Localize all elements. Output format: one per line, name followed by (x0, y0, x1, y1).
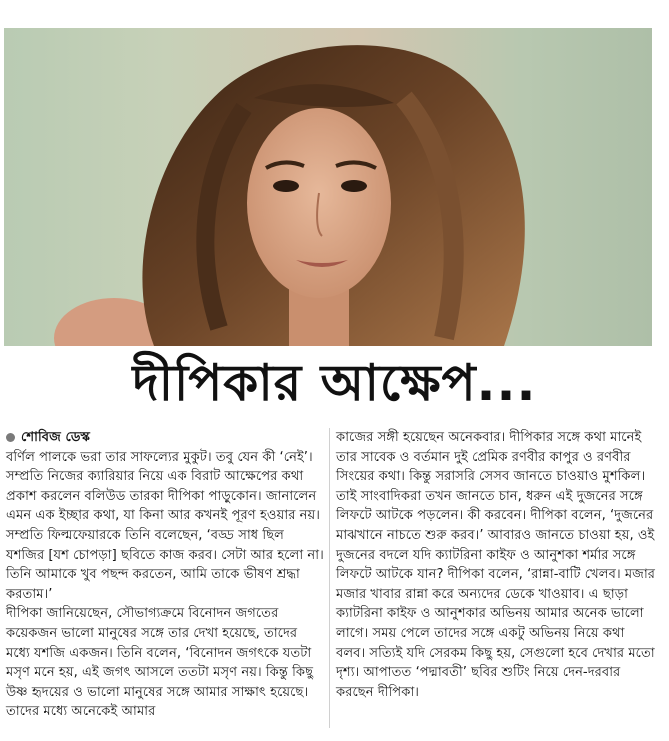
face-shape (247, 108, 391, 298)
column-divider (329, 428, 330, 728)
article-photo (4, 28, 652, 346)
paragraph: দীপিকা জানিয়েছেন, সৌভাগ্যক্রমে বিনোদন জগতের কয়েকজন ভালো মানুষের সঙ্গে তার দেখা হয়েছে, তাদের মধ্যে যশজি একজন। তিনি বলেন, ‘বিনোদন জগৎকে যতটা মসৃণ মনে হয়, এই জগৎ আসলে ততটা মসৃণ নয়। কিন্তু কিছু উষ্ণ হৃদয়ের ও ভালো মানুষের সঙ্গে আমার সাক্ষাৎ হয়েছে। তাদের মধ্যে অনেকেই আমার (6, 606, 314, 720)
right-eye (341, 180, 367, 192)
left-eye (273, 180, 299, 192)
paragraph: কাজের সঙ্গী হয়েছেন অনেকবার। দীপিকার সঙ্গে কথা মানেই তার সাবেক ও বর্তমান দুই প্রেমিক রণবীর কাপুর ও রণবীর সিংয়ের কথা। কিন্তু সরাসরি সেসব জানতে চাওয়াও মুশকিল। তাই সাংবাদিকরা তখন জানতে চান, ধরুন এই দুজনের সঙ্গে লিফটে আটকে পড়লেন। কী করবেন। দীপিকা বলেন, ‘দুজনের মাঝখানে নাচতে শুরু করব।’ আবারও জানতে চাওয়া হয়, ওই দুজনের বদলে যদি ক্যাটরিনা কাইফ ও আনুশকা শর্মার সঙ্গে লিফটে আটকে যান? দীপিকা বলেন, ‘রান্না-বাটি খেলব। মজার মজার খাবার রান্না করে অন্যদের ডেকে খাওয়াব। এ ছাড়া ক্যাটরিনা কাইফ ও আনুশকার অভিনয় আমার অনেক ভালো লাগে। সময় পেলে তাদের সঙ্গে একটু অভিনয় নিয়ে কথা বলব। সত্যিই যদি সেরকম কিছু হয়, সেগুলো হবে দেখার মতো দৃশ্য। আপাতত ‘পদ্মাবতী’ ছবির শুটিং নিয়ে দেন-দরবার করছেন দীপিকা। (336, 430, 656, 700)
portrait-illustration (4, 28, 652, 346)
bullet-icon (6, 433, 15, 442)
byline-text: শোবিজ ডেস্ক (21, 430, 91, 445)
byline (6, 428, 324, 448)
paragraph: বর্ণিল পালকে ভরা তার সাফল্যের মুকুট। তবু যেন কী ‘নেই’। সম্প্রতি নিজের ক্যারিয়ার নিয়ে এক বিরাট আক্ষেপের কথা প্রকাশ করলেন বলিউড তারকা দীপিকা পাড়ুকোন। জানালেন এমন এক ইচ্ছার কথা, যা কিনা আর কখনই পূরণ হওয়ার নয়। (6, 449, 320, 524)
paragraph: সম্প্রতি ফিল্মফেয়ারকে তিনি বলেছেন, ‘বড্ড সাধ ছিল যশজির [যশ চোপড়া] ছবিতে কাজ করব। সেটা আর হলো না। তিনি আমাকে খুব পছন্দ করতেন, আমি তাকে ভীষণ শ্রদ্ধা করতাম।’ (6, 527, 324, 602)
article-column-right (336, 428, 656, 702)
headline: দীপিকার আক্ষেপ... (132, 354, 537, 412)
article-column-left (6, 428, 324, 722)
